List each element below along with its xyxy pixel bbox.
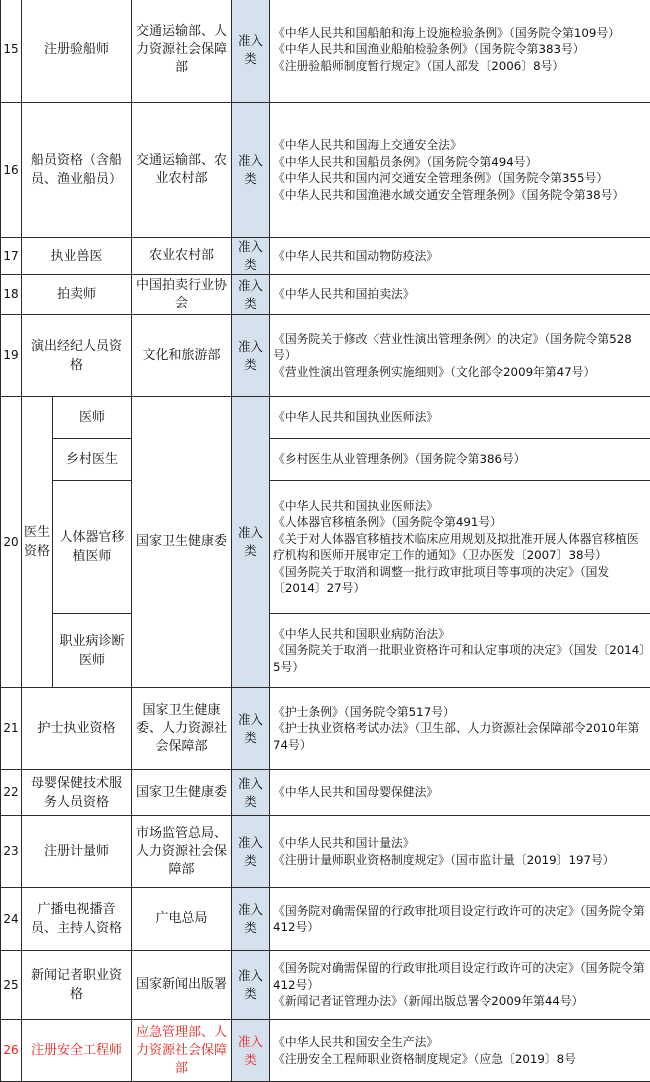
table-row [1,238,650,275]
basis-line: 《中华人民共和国职业病防治法》 [273,626,647,643]
basis-line: 《中华人民共和国船员条例》（国务院令第494号） [273,154,647,171]
basis-line: 《中华人民共和国计量法》 [273,835,647,852]
qualification-name: 广播电视播音员、主持人资格 [22,888,132,951]
department: 广电总局 [132,888,232,951]
qualification-group: 医生资格 [22,397,53,688]
table-row [1,397,650,439]
basis-line: 《中华人民共和国拍卖法》 [273,286,647,303]
sub-qualification-name: 人体器官移植医师 [53,481,132,614]
table-row [1,481,650,614]
table-row [1,614,650,688]
department: 中国拍卖行业协会 [132,275,232,315]
table-row [1,1020,650,1082]
qualification-name: 拍卖师 [22,275,132,315]
legal-basis [270,888,650,951]
basis-line: 《护士执业资格考试办法》（卫生部、人力资源社会保障部令2010年第74号） [273,720,647,753]
table-row [1,315,650,397]
row-number: 16 [1,103,22,238]
department: 文化和旅游部 [132,315,232,397]
row-number: 23 [1,816,22,888]
table-row [1,0,650,103]
category: 准入类 [232,397,270,688]
basis-line: 《注册计量师职业资格制度规定》（国市监计量〔2019〕197号） [273,852,647,869]
legal-basis [270,238,650,275]
department: 国家新闻出版署 [132,951,232,1020]
basis-line: 《新闻记者证管理办法》（新闻出版总署令2009年第44号） [273,993,647,1010]
basis-line: 《国务院对确需保留的行政审批项目设定行政许可的决定》（国务院令第412号） [273,960,647,993]
qualification-name: 母婴保健技术服务人员资格 [22,770,132,816]
qualification-name: 注册验船师 [22,0,132,103]
legal-basis [270,770,650,816]
category: 准入类 [232,315,270,397]
legal-basis [270,816,650,888]
basis-line: 《中华人民共和国内河交通安全管理条例》（国务院令第355号） [273,170,647,187]
basis-line: 《中华人民共和国母婴保健法》 [273,784,647,801]
basis-line: 《关于对人体器官移植技术临床应用规划及拟批准开展人体器官移植医疗机构和医师开展审定工作的通知》（卫办医发〔2007〕38号） [273,531,647,564]
category: 准入类 [232,0,270,103]
basis-line: 《乡村医生从业管理条例》（国务院令第386号） [273,451,647,468]
basis-line: 《国务院关于修改〈营业性演出管理条例〉的决定》（国务院令第528号） [273,331,647,364]
row-number: 25 [1,951,22,1020]
legal-basis [270,1020,650,1082]
qualification-name: 护士执业资格 [22,688,132,770]
category: 准入类 [232,1020,270,1082]
legal-basis [270,397,650,439]
row-number: 20 [1,397,22,688]
row-number: 18 [1,275,22,315]
category: 准入类 [232,816,270,888]
department: 应急管理部、人力资源社会保障部 [132,1020,232,1082]
qualification-name: 执业兽医 [22,238,132,275]
legal-basis [270,481,650,614]
row-number: 26 [1,1020,22,1082]
table-row [1,439,650,481]
basis-line: 《中华人民共和国执业医师法》 [273,409,647,426]
sub-qualification-name: 乡村医生 [53,439,132,481]
table-row [1,770,650,816]
category: 准入类 [232,103,270,238]
department: 农业农村部 [132,238,232,275]
basis-line: 《护士条例》（国务院令第517号） [273,704,647,721]
basis-line: 《中华人民共和国动物防疫法》 [273,248,647,265]
table-row [1,951,650,1020]
qualification-name: 注册安全工程师 [22,1020,132,1082]
legal-basis [270,275,650,315]
qualification-name: 船员资格（含船员、渔业船员） [22,103,132,238]
category: 准入类 [232,238,270,275]
row-number: 21 [1,688,22,770]
legal-basis [270,103,650,238]
qualification-name: 新闻记者职业资格 [22,951,132,1020]
basis-line: 《营业性演出管理条例实施细则》（文化部令2009年第47号） [273,364,647,381]
row-number: 22 [1,770,22,816]
basis-line: 《中华人民共和国渔港水域交通安全管理条例》（国务院令第38号） [273,187,647,204]
legal-basis [270,688,650,770]
department: 国家卫生健康委 [132,397,232,688]
table-row [1,888,650,951]
qualification-name: 演出经纪人员资格 [22,315,132,397]
legal-basis [270,614,650,688]
row-number: 15 [1,0,22,103]
basis-line: 《注册验船师制度暂行规定》（国人部发〔2006〕8号） [273,58,647,75]
sub-qualification-name: 职业病诊断医师 [53,614,132,688]
basis-line: 《国务院对确需保留的行政审批项目设定行政许可的决定》（国务院令第412号） [273,903,647,936]
legal-basis [270,0,650,103]
department: 市场监管总局、人力资源社会保障部 [132,816,232,888]
basis-line: 《注册安全工程师职业资格制度规定》（应急〔2019〕8号 [273,1051,647,1068]
legal-basis [270,951,650,1020]
basis-line: 《中华人民共和国海上交通安全法》 [273,137,647,154]
legal-basis [270,439,650,481]
category: 准入类 [232,951,270,1020]
basis-line: 《国务院关于取消一批职业资格许可和认定事项的决定》（国发〔2014〕5号） [273,642,647,675]
department: 国家卫生健康委、人力资源社会保障部 [132,688,232,770]
department: 交通运输部、农业农村部 [132,103,232,238]
category: 准入类 [232,888,270,951]
row-number: 24 [1,888,22,951]
table-row [1,816,650,888]
qualification-name: 注册计量师 [22,816,132,888]
basis-line: 《中华人民共和国渔业船舶检验条例》（国务院令第383号） [273,41,647,58]
row-number: 19 [1,315,22,397]
basis-line: 《中华人民共和国安全生产法》 [273,1034,647,1051]
table-row [1,103,650,238]
basis-line: 《中华人民共和国船舶和海上设施检验条例》（国务院令第109号） [273,25,647,42]
row-number: 17 [1,238,22,275]
basis-line: 《中华人民共和国执业医师法》 [273,498,647,515]
category: 准入类 [232,770,270,816]
basis-line: 《国务院关于取消和调整一批行政审批项目等事项的决定》（国发〔2014〕27号） [273,564,647,597]
basis-line: 《人体器官移植条例》（国务院令第491号） [273,514,647,531]
legal-basis [270,315,650,397]
sub-qualification-name: 医师 [53,397,132,439]
department: 国家卫生健康委 [132,770,232,816]
department: 交通运输部、人力资源社会保障部 [132,0,232,103]
table-row [1,275,650,315]
category: 准入类 [232,275,270,315]
category: 准入类 [232,688,270,770]
table-row [1,688,650,770]
